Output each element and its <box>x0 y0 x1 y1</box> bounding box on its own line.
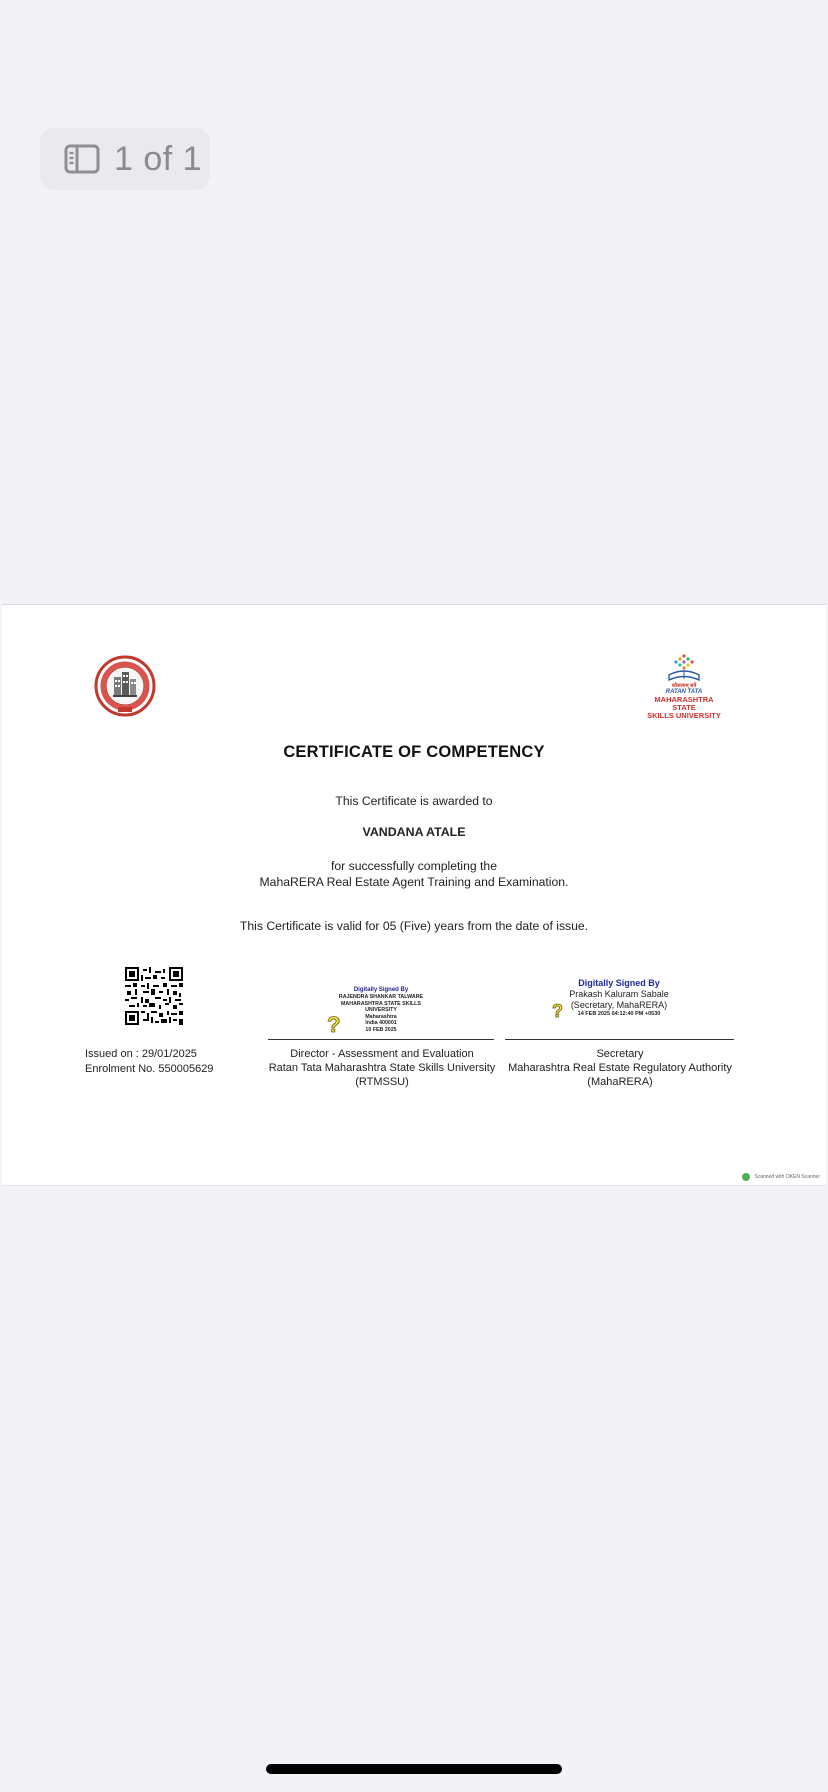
recipient-name: VANDANA ATALE <box>362 825 466 839</box>
validity-text: This Certificate is valid for 05 (Five) years from the date of issue. <box>239 919 589 933</box>
qr-code <box>125 967 183 1025</box>
signature-line <box>268 1039 494 1040</box>
caption-line: Ratan Tata Maharashtra State Skills University <box>268 1062 496 1074</box>
home-indicator[interactable] <box>266 1764 562 1774</box>
ds-line: 10 FEB 2025 <box>365 1026 397 1033</box>
logo-name-line: RATAN TATA <box>665 689 703 695</box>
caption-line: Secretary <box>596 1048 644 1060</box>
awarded-to-text: This Certificate is awarded to <box>335 794 493 808</box>
scanner-watermark <box>742 1173 820 1181</box>
director-caption <box>260 1047 504 1089</box>
ds-line: Maharashtra <box>365 1013 397 1020</box>
logo-state-line: MAHARASHTRA STATE <box>654 695 714 712</box>
ds-timestamp: 14 FEB 2025 04:12:40 PM +0530 <box>577 1011 661 1017</box>
ds-line: India 400001 <box>365 1020 397 1026</box>
certificate-page <box>2 604 826 1186</box>
issued-on: Issued on : 29/01/2025 <box>85 1048 197 1060</box>
ds-line: UNIVERSITY <box>365 1007 397 1013</box>
logo-university-line: SKILLS UNIVERSITY <box>647 711 721 720</box>
caption-line: Director - Assessment and Evaluation <box>290 1048 474 1060</box>
caption-line: Maharashtra Real Estate Regulatory Authority <box>508 1062 732 1074</box>
enrolment-number: Enrolment No. 550005629 <box>85 1063 214 1075</box>
signature-unverified-icon: ? <box>552 1001 563 1021</box>
sidebar-thumbnails-icon <box>64 144 100 174</box>
certificate-title: CERTIFICATE OF COMPETENCY <box>283 743 545 761</box>
ds-signer-name: Prakash Kaluram Sabale <box>569 989 669 999</box>
maharera-seal-logo <box>94 655 156 717</box>
completion-text-line2: MahaRERA Real Estate Agent Training and Examination. <box>259 875 569 889</box>
scanner-text: Scanned with OKEN Scanner <box>754 1174 820 1180</box>
scanner-logo-icon <box>742 1173 750 1181</box>
signature-unverified-icon: ? <box>327 1012 341 1037</box>
caption-line: (RTMSSU) <box>355 1076 409 1088</box>
logo-motto: कौशल्यम् सर्वे <box>671 683 697 689</box>
secretary-caption <box>502 1047 738 1089</box>
ds-line: RAJENDRA SHANKAR TALWARE <box>338 994 424 1000</box>
caption-line: (MahaRERA) <box>587 1076 653 1088</box>
digital-signature-director <box>268 987 494 1033</box>
completion-text-line1: for successfully completing the <box>331 859 497 873</box>
ds-heading: Digitally Signed By <box>353 987 409 993</box>
issue-details <box>85 1047 213 1077</box>
rtmssu-logo <box>642 653 726 720</box>
signature-line <box>505 1039 734 1040</box>
ds-line: MAHARASHTRA STATE SKILLS <box>341 1000 421 1007</box>
page-count-label: 1 of 1 <box>114 139 203 178</box>
ds-signer-title: (Secretary, MahaRERA) <box>570 999 668 1010</box>
digital-signature-secretary <box>504 977 734 1018</box>
ds-heading: Digitally Signed By <box>578 978 660 988</box>
page-counter[interactable] <box>40 128 210 190</box>
